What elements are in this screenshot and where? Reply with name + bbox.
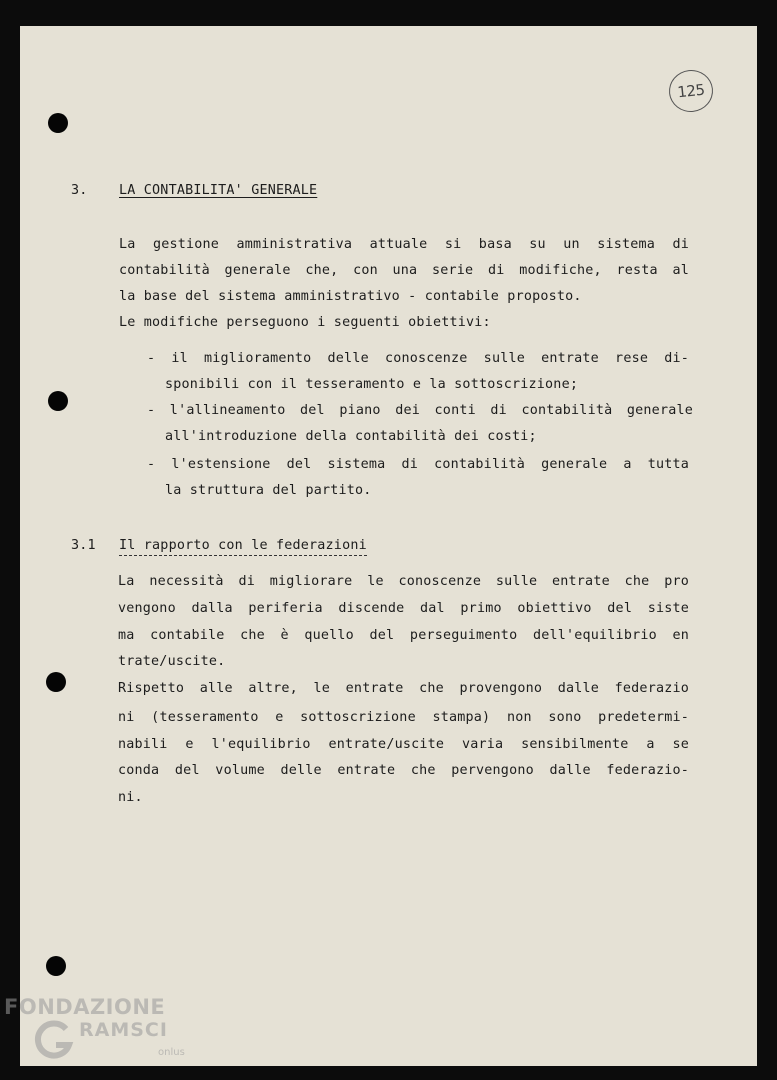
paragraph-line: la base del sistema amministrativo - contabile proposto. [119, 289, 582, 304]
watermark-line2: RAMSCI [79, 1019, 168, 1041]
section-number: 3.1 [71, 538, 96, 553]
paragraph-line: La necessità di migliorare le conoscenze sulle entrate che pro [118, 574, 689, 589]
watermark-line3: onlus [158, 1047, 185, 1058]
punch-hole [48, 113, 68, 133]
paragraph-line: conda del volume delle entrate che pervengono dalle federazio- [118, 763, 689, 778]
paragraph-line: ma contabile che è quello del perseguimento dell'equilibrio en [118, 628, 689, 643]
section-title: LA CONTABILITA' GENERALE [119, 183, 318, 198]
punch-hole [48, 391, 68, 411]
bullet-line: all'introduzione della contabilità dei costi; [165, 429, 537, 444]
paragraph-line: ni (tesseramento e sottoscrizione stampa) non sono predetermi- [118, 710, 689, 725]
paragraph-line: Le modifiche perseguono i seguenti obiettivi: [119, 315, 491, 330]
page-number-stamp: 125 [667, 68, 715, 114]
bullet-line: la struttura del partito. [165, 483, 372, 498]
paragraph-line: contabilità generale che, con una serie di modifiche, resta al [119, 263, 689, 278]
paragraph-line: trate/uscite. [118, 654, 226, 669]
paragraph-line: La gestione amministrativa attuale si basa su un sistema di [119, 237, 689, 252]
gramsci-g-logo-icon [30, 1017, 76, 1063]
punch-hole [46, 672, 66, 692]
watermark-line1: FONDAZIONE [4, 995, 166, 1019]
paragraph-line: ni. [118, 790, 143, 805]
paragraph-line: Rispetto alle altre, le entrate che provengono dalle federazio [118, 681, 689, 696]
bullet-line: - il miglioramento delle conoscenze sulle entrate rese di- [147, 351, 689, 366]
bullet-line: - l'estensione del sistema di contabilità generale a tutta [147, 457, 689, 472]
section-title: Il rapporto con le federazioni [119, 538, 367, 556]
paragraph-line: nabili e l'equilibrio entrate/uscite varia sensibilmente a se [118, 737, 689, 752]
bullet-line: sponibili con il tesseramento e la sottoscrizione; [165, 377, 579, 392]
section-number: 3. [71, 183, 88, 198]
paragraph-line: vengono dalla periferia discende dal primo obiettivo del siste [118, 601, 689, 616]
punch-hole [46, 956, 66, 976]
fondazione-gramsci-watermark [4, 995, 194, 1075]
bullet-line: - l'allineamento del piano dei conti di contabilità generale [147, 403, 693, 418]
